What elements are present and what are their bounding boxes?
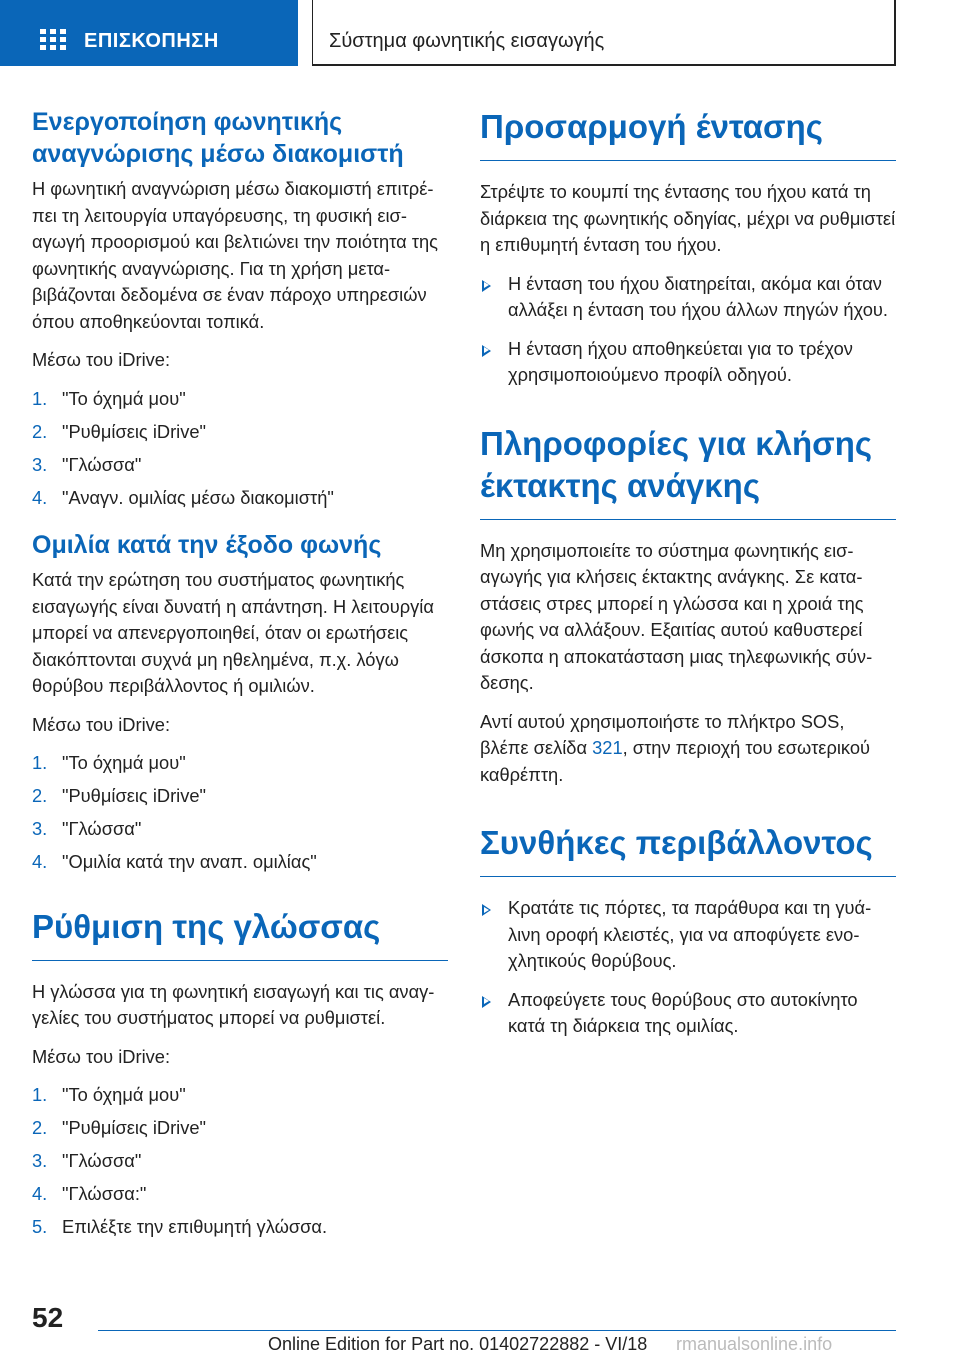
environment-notes xyxy=(480,895,896,1040)
step-text: "Αναγν. ομιλίας μέσω διακομιστή" xyxy=(62,486,334,508)
step-number: 3. xyxy=(32,453,48,475)
edition-text: Online Edition for Part no. 01402722882 - VI/18 xyxy=(268,1334,648,1354)
step-text: "Γλώσσα" xyxy=(62,453,142,475)
volume-notes xyxy=(480,271,896,389)
emergency-call-sos-text xyxy=(480,709,896,789)
step-item xyxy=(32,1082,448,1109)
note-text: Η ένταση ήχου αποθηκεύεται για το τρέχον χρησιμοποιούμενο προφίλ οδηγού. xyxy=(508,337,853,385)
emergency-call-heading: Πληροφορίες για κλήσης έκτακτης ανάγκης xyxy=(480,423,896,520)
overview-label: ΕΠΙΣΚΟΠΗΣΗ xyxy=(84,30,219,52)
step-number: 5. xyxy=(32,1216,48,1237)
step-text: "Ρυθμίσεις iDrive" xyxy=(62,785,207,806)
step-number: 3. xyxy=(32,1150,48,1171)
step-number: 4. xyxy=(32,486,48,508)
note-text: Κρατάτε τις πόρτες, τα παράθυρα και τη γυάλινη οροφή κλειστές, για να αποφύγετε ενοχλητικούς θορύβους. xyxy=(508,897,872,971)
step-number: 2. xyxy=(32,785,48,806)
sos-text-pre: Αντί αυτού χρησιμοποιήστε το πλήκτρο SOS, βλέπε σελίδα xyxy=(480,710,845,758)
section-tab[interactable] xyxy=(312,0,896,66)
step-item xyxy=(32,419,448,446)
language-setting-heading: Ρύθμιση της γλώσσας xyxy=(32,906,448,961)
note-item xyxy=(480,336,896,389)
note-item xyxy=(480,271,896,324)
step-text: "Ομιλία κατά την αναπ. ομιλίας" xyxy=(62,851,317,872)
page-header xyxy=(0,0,960,66)
watermark-text: rmanualsonline.info xyxy=(676,1334,833,1354)
server-recognition-steps xyxy=(32,386,448,512)
step-item xyxy=(32,849,448,876)
step-text: "Γλώσσα" xyxy=(62,818,142,839)
language-setting-text: Η γλώσσα για τη φωνητική εισαγωγή και τις αναγγελίες του συστήματος μπορεί να ρυθμιστεί. xyxy=(32,980,435,1028)
step-item xyxy=(32,783,448,810)
step-item xyxy=(32,1181,448,1208)
page-reference-link[interactable]: 321 xyxy=(592,737,623,758)
step-text: "Ρυθμίσεις iDrive" xyxy=(62,420,207,442)
server-recognition-via: Μέσω του iDrive: xyxy=(32,349,171,370)
section-tab-label: Σύστημα φωνητικής εισαγωγής xyxy=(329,30,605,52)
language-setting-via: Μέσω του iDrive: xyxy=(32,1045,171,1067)
overview-tab[interactable] xyxy=(0,0,298,66)
step-item xyxy=(32,485,448,512)
environment-conditions-heading: Συνθήκες περιβάλλοντος xyxy=(480,822,896,877)
step-item xyxy=(32,386,448,413)
step-number: 2. xyxy=(32,420,48,442)
volume-adjust-heading: Προσαρμογή έντασης xyxy=(480,106,896,161)
step-number: 4. xyxy=(32,851,48,872)
grid-menu-icon xyxy=(40,29,66,51)
step-text: "Το όχημά μου" xyxy=(62,752,186,773)
volume-adjust-text: Στρέψτε το κουμπί της έντασης του ήχου κατά τη διάρκεια της φωνητικής οδηγίας, μέχρι να ρυθμιστεί η επιθυμητή ένταση του ήχου. xyxy=(480,181,896,255)
step-item xyxy=(32,1148,448,1175)
step-number: 1. xyxy=(32,752,48,773)
barge-in-steps xyxy=(32,750,448,876)
triangle-bullet-icon xyxy=(482,345,491,357)
footer-divider xyxy=(98,1330,896,1331)
page-footer xyxy=(0,1296,960,1362)
server-recognition-text: Η φωνητική αναγνώριση μέσω διακομιστή επιτρέπει τη λειτουργία υπαγόρευσης, τη φυσική εισαγωγή προορισμού και βελτιώνει την ποιότητα της φωνητικής αναγνώρισης. Για τη χρήση μεταβιβάζονται δεδομένα σε έναν πάροχο υπηρεσιών όπου αποθηκεύονται τοπικά. xyxy=(32,178,438,332)
step-text: "Γλώσσα:" xyxy=(62,1183,147,1204)
note-item xyxy=(480,987,896,1040)
step-text: "Γλώσσα" xyxy=(62,1150,142,1171)
step-item xyxy=(32,750,448,777)
step-number: 1. xyxy=(32,1084,48,1105)
step-item xyxy=(32,452,448,479)
step-number: 1. xyxy=(32,387,48,409)
page-number: 52 xyxy=(32,1302,64,1333)
emergency-call-text: Μη χρησιμοποιείτε το σύστημα φωνητικής εισαγωγής για κλήσεις έκτακτης ανάγκης. Σε καταστάσεις στρες μπορεί η γλώσσα και η χροιά της φωνής να αλλάξουν. Εξαιτίας αυτού καθυστερεί άσκοπα η αποκατάσταση μιας τηλεφωνικής σύνδεσης. xyxy=(480,539,873,693)
note-text: Η ένταση του ήχου διατηρείται, ακόμα και όταν αλλάξει η ένταση του ήχου άλλων πηγών ήχου. xyxy=(508,272,888,320)
note-text: Αποφεύγετε τους θορύβους στο αυτοκίνητο κατά τη διάρκεια της ομιλίας. xyxy=(508,988,858,1036)
note-item xyxy=(480,895,896,975)
triangle-bullet-icon xyxy=(482,904,491,916)
triangle-bullet-icon xyxy=(482,280,491,292)
step-text: "Ρυθμίσεις iDrive" xyxy=(62,1117,207,1138)
left-column xyxy=(32,106,448,1255)
barge-in-text: Κατά την ερώτηση του συστήματος φωνητικής εισαγωγής είναι δυνατή η απάντηση. Η λειτουργία μπορεί να απενεργοποιηθεί, όταν οι ερωτήσεις διακόπτονται συχνά μη ηθελημένα, π.χ. λόγω θορύβου περιβάλλοντος ή ομιλιών. xyxy=(32,569,434,696)
step-number: 2. xyxy=(32,1117,48,1138)
step-text: "Το όχημά μου" xyxy=(62,1084,186,1105)
barge-in-heading: Ομιλία κατά την έξοδο φωνής xyxy=(32,531,382,559)
step-item xyxy=(32,816,448,843)
right-column xyxy=(480,106,896,1054)
step-number: 3. xyxy=(32,818,48,839)
triangle-bullet-icon xyxy=(482,996,491,1008)
step-text: Επιλέξτε την επιθυμητή γλώσσα. xyxy=(62,1216,328,1237)
sos-text-post: , στην περιοχή του εσωτερικού καθρέπτη. xyxy=(480,737,870,785)
server-recognition-heading: Ενεργοποίηση φωνητικής αναγνώρισης μέσω διακομιστή xyxy=(32,108,404,168)
step-item xyxy=(32,1214,448,1241)
language-setting-steps xyxy=(32,1082,448,1241)
barge-in-via: Μέσω του iDrive: xyxy=(32,713,171,735)
step-number: 4. xyxy=(32,1183,48,1204)
step-item xyxy=(32,1115,448,1142)
step-text: "Το όχημά μου" xyxy=(62,387,186,409)
